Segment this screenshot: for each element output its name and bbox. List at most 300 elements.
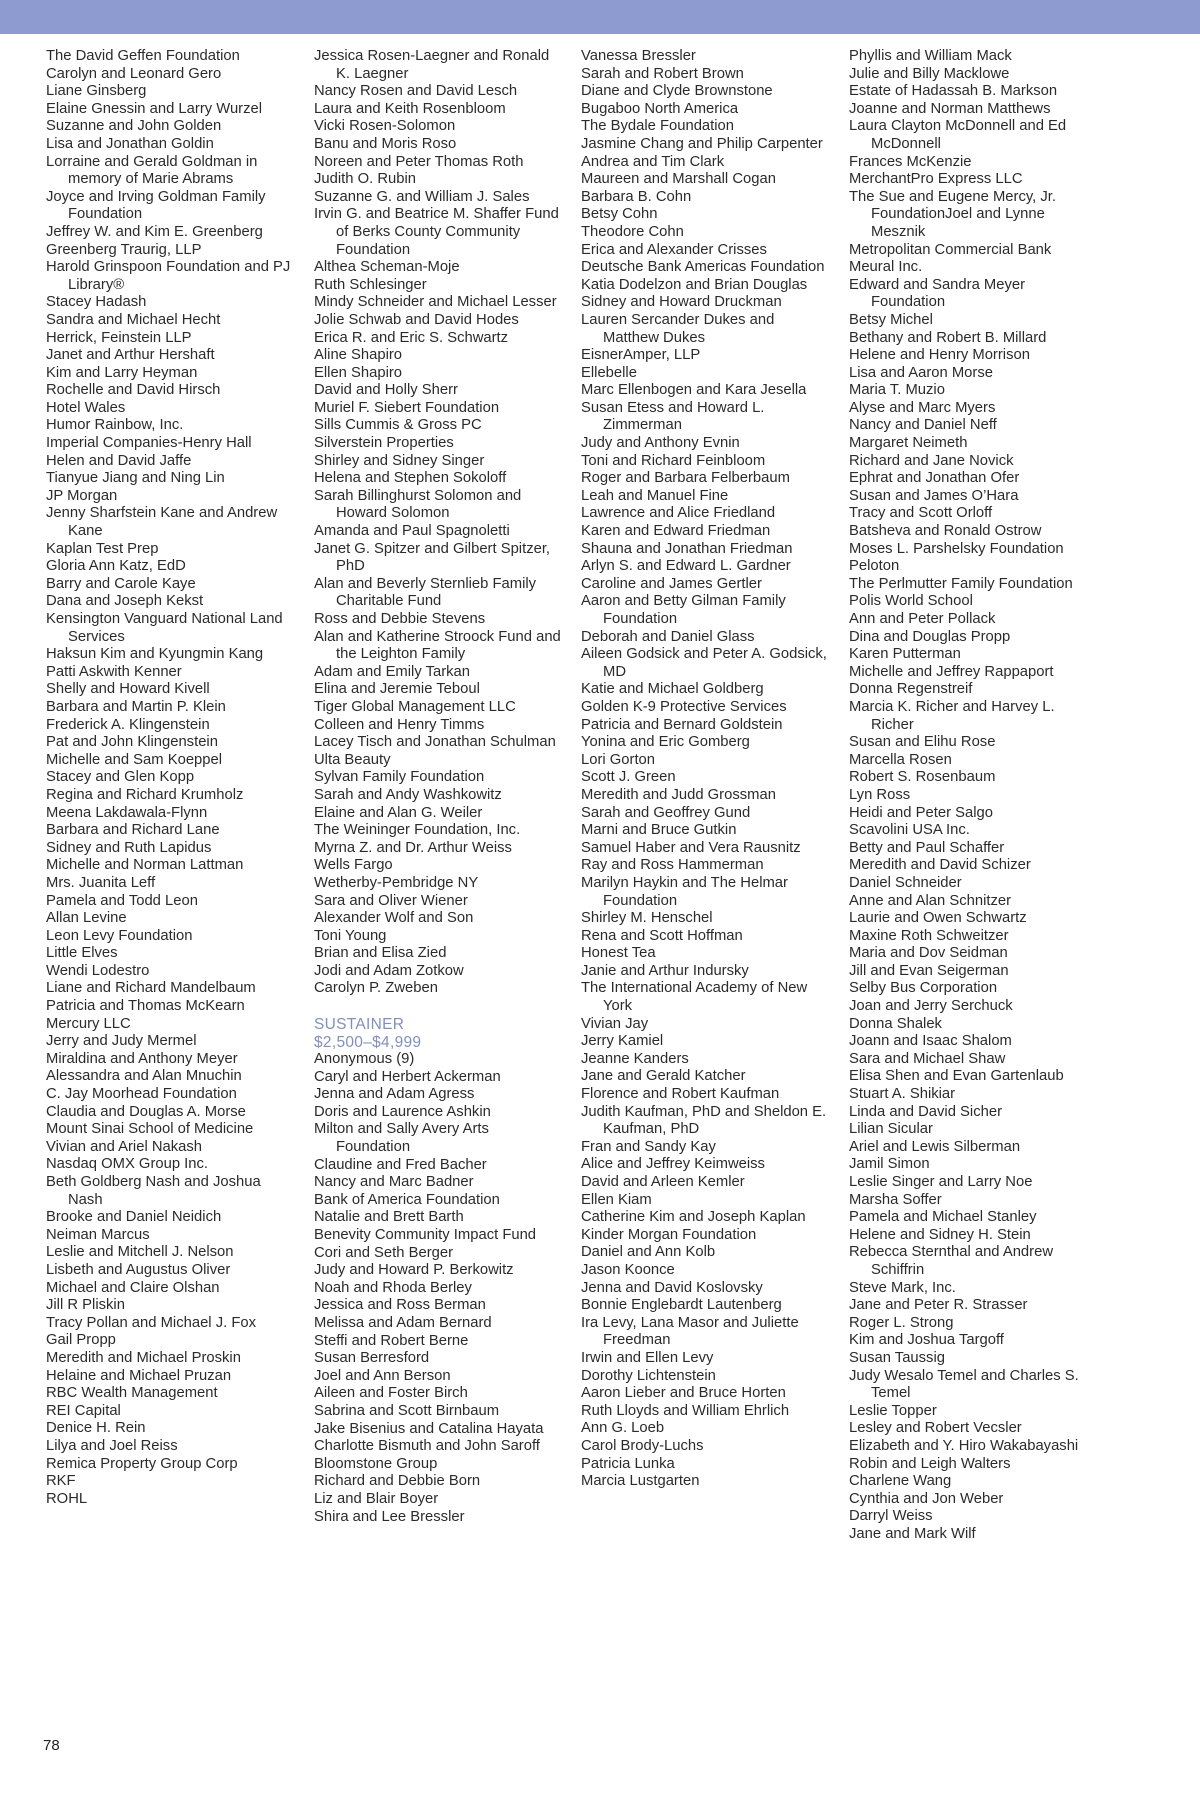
donor-entry: Alyse and Marc Myers — [849, 399, 996, 416]
donor-entry: Roger L. Strong — [849, 1314, 954, 1331]
donor-entry: Kim and Larry Heyman — [46, 364, 198, 381]
donor-entry: Katie and Michael Goldberg — [581, 681, 764, 698]
donor-entry: Lauren Sercander Dukes and Matthew Dukes — [581, 311, 775, 346]
donor-entry: Claudia and Douglas A. Morse — [46, 1103, 246, 1120]
donor-entry: Kim and Joshua Targoff — [849, 1332, 1004, 1349]
donor-entry: Metropolitan Commercial Bank — [849, 241, 1052, 258]
donor-entry: Judith O. Rubin — [314, 171, 416, 188]
donor-entry: Jamil Simon — [849, 1156, 930, 1173]
donor-entry: Mercury LLC — [46, 1015, 131, 1032]
donor-entry: Lilian Sicular — [849, 1121, 933, 1138]
donor-entry: Susan and James O’Hara — [849, 487, 1019, 504]
donor-entry: Maxine Roth Schweitzer — [849, 927, 1009, 944]
donor-entry: Jenna and Adam Agress — [314, 1086, 475, 1103]
donor-entry: Marni and Bruce Gutkin — [581, 822, 737, 839]
donor-entry: Lyn Ross — [849, 786, 911, 803]
donor-entry: Helen and David Jaffe — [46, 452, 192, 469]
donor-entry: Remica Property Group Corp — [46, 1455, 238, 1472]
donor-entry: Daniel Schneider — [849, 874, 962, 891]
donor-entry: The Bydale Foundation — [581, 118, 735, 135]
donor-entry: Donna Shalek — [849, 1015, 942, 1032]
donor-entry: Wendi Lodestro — [46, 962, 150, 979]
donor-entry: Muriel F. Siebert Foundation — [314, 399, 500, 416]
donor-entry: Edward and Sandra Meyer Foundation — [849, 276, 1026, 311]
donor-entry: Ross and Debbie Stevens — [314, 611, 486, 627]
donor-entry: Andrea and Tim Clark — [581, 153, 725, 170]
donor-entry: Carol Brody-Luchs — [581, 1437, 704, 1454]
donor-entry: Linda and David Sicher — [849, 1103, 1002, 1120]
donor-entry: Wetherby-Pembridge NY — [314, 874, 479, 891]
donor-entry: Shelly and Howard Kivell — [46, 681, 210, 698]
donor-entry: Michelle and Norman Lattman — [46, 857, 244, 874]
donor-entry: Barry and Carole Kaye — [46, 575, 196, 592]
donor-entry: Alan and Katherine Stroock Fund and the Leighton Family — [314, 628, 561, 663]
donor-entry: Meredith and Michael Proskin — [46, 1349, 241, 1366]
donor-entry: Robin and Leigh Walters — [849, 1455, 1011, 1472]
donor-entry: Susan Taussig — [849, 1349, 945, 1366]
donor-entry: Wells Fargo — [314, 857, 393, 874]
donor-entry: Samuel Haber and Vera Rausnitz — [581, 839, 801, 856]
donor-entry: Caroline and James Gertler — [581, 575, 762, 592]
donor-entry: Lisbeth and Augustus Oliver — [46, 1261, 231, 1278]
donor-entry: Jill and Evan Seigerman — [849, 962, 1009, 979]
donor-entry: Dorothy Lichtenstein — [581, 1367, 716, 1384]
donor-entry: Sills Cummis & Gross PC — [314, 417, 482, 434]
donor-entry: Silverstein Properties — [314, 435, 454, 452]
donor-entry: Vivian Jay — [581, 1015, 649, 1032]
donor-entry: Leon Levy Foundation — [46, 927, 193, 944]
donor-entry: Jill R Pliskin — [46, 1297, 125, 1314]
donor-entry: JP Morgan — [46, 487, 118, 504]
donor-entry: Imperial Companies-Henry Hall — [46, 435, 252, 452]
donor-entry: Bank of America Foundation — [314, 1191, 500, 1208]
donor-entry: Herrick, Feinstein LLP — [46, 329, 192, 346]
donor-entry: Claudine and Fred Bacher — [314, 1156, 487, 1173]
donor-entry: MerchantPro Express LLC — [849, 171, 1023, 188]
donor-entry: Judith Kaufman, PhD and Sheldon E. Kaufman, PhD — [581, 1103, 827, 1138]
donor-entry: Aaron and Betty Gilman Family Foundation — [581, 593, 786, 627]
donor-entry: ROHL — [46, 1490, 88, 1507]
donor-entry: Jessica Rosen-Laegner and Ronald K. Laegner — [314, 48, 550, 82]
donor-entry: Rena and Scott Hoffman — [581, 927, 743, 944]
donor-entry: Aline Shapiro — [314, 347, 403, 364]
donor-entry: Karen and Edward Friedman — [581, 523, 771, 540]
donor-entry: Sylvan Family Foundation — [314, 769, 485, 786]
donor-entry: Caryl and Herbert Ackerman — [314, 1068, 501, 1085]
donor-entry: Ray and Ross Hammerman — [581, 857, 764, 874]
donor-entry: Carolyn P. Zweben — [314, 980, 438, 997]
donor-entry: Deutsche Bank Americas Foundation — [581, 259, 825, 276]
donor-entry: Robert S. Rosenbaum — [849, 769, 996, 786]
donor-entry: Cynthia and Jon Weber — [849, 1490, 1004, 1507]
donor-entry: Liane and Richard Mandelbaum — [46, 980, 256, 997]
donor-entry: Ulta Beauty — [314, 751, 391, 768]
donor-entry: Regina and Richard Krumholz — [46, 786, 244, 803]
donor-entry: Ruth Schlesinger — [314, 276, 427, 293]
page-number: 78 — [43, 1737, 60, 1754]
donor-entry: Leslie Topper — [849, 1402, 937, 1419]
donor-entry: Bonnie Englebardt Lautenberg — [581, 1297, 782, 1314]
donor-entry: Tiger Global Management LLC — [314, 698, 516, 715]
donor-entry: Ellen Shapiro — [314, 364, 403, 381]
donor-entry: Sarah and Andy Washkowitz — [314, 786, 502, 803]
donor-entry: Ellebelle — [581, 364, 637, 381]
donor-entry: Heidi and Peter Salgo — [849, 804, 993, 821]
donor-entry: Dana and Joseph Kekst — [46, 593, 204, 610]
donor-entry: Gail Propp — [46, 1332, 116, 1349]
donor-entry: Miraldina and Anthony Meyer — [46, 1050, 238, 1067]
donor-entry: Judy Wesalo Temel and Charles S. Temel — [849, 1367, 1079, 1402]
donor-entry: RKF — [46, 1473, 76, 1490]
donor-entry: Batsheva and Ronald Ostrow — [849, 523, 1042, 540]
donor-entry: Ariel and Lewis Silberman — [849, 1138, 1021, 1155]
donor-entry: Jake Bisenius and Catalina Hayata — [314, 1420, 544, 1437]
donor-entry: Vivian and Ariel Nakash — [46, 1138, 203, 1155]
donor-entry: Judy and Anthony Evnin — [581, 435, 740, 452]
donor-entry: Lisa and Jonathan Goldin — [46, 135, 214, 152]
donor-entry: Bloomstone Group — [314, 1455, 438, 1472]
donor-entry: Richard and Debbie Born — [314, 1473, 481, 1490]
donor-entry: Laurie and Owen Schwartz — [849, 910, 1027, 927]
donor-entry: Milton and Sally Avery Arts Foundation — [314, 1121, 489, 1156]
donor-entry: Nasdaq OMX Group Inc. — [46, 1156, 209, 1173]
donor-entry: Estate of Hadassah B. Markson — [849, 83, 1058, 100]
donor-entry: David and Arleen Kemler — [581, 1174, 745, 1190]
donor-entry: Florence and Robert Kaufman — [581, 1086, 780, 1103]
donor-entry: Katia Dodelzon and Brian Douglas — [581, 276, 808, 293]
donor-entry: Scott J. Green — [581, 769, 676, 786]
donor-entry: EisnerAmper, LLP — [581, 347, 701, 364]
donor-entry: Jane and Mark Wilf — [849, 1525, 976, 1542]
donor-entry: Betsy Cohn — [581, 206, 658, 223]
donor-entry: Patricia and Thomas McKearn — [46, 998, 245, 1015]
donor-entry: Marsha Soffer — [849, 1191, 942, 1208]
donor-entry: Nancy and Daniel Neff — [849, 417, 997, 434]
donor-entry: Steve Mark, Inc. — [849, 1279, 956, 1296]
donor-entry: Maria and Dov Seidman — [849, 945, 1008, 962]
donor-entry: Steffi and Robert Berne — [314, 1332, 469, 1349]
donor-entry: Pamela and Todd Leon — [46, 892, 198, 909]
donor-entry: Jasmine Chang and Philip Carpenter — [581, 135, 823, 152]
donor-entry: Greenberg Traurig, LLP — [46, 241, 202, 258]
donor-entry: Harold Grinspoon Foundation and PJ Library® — [46, 259, 291, 293]
donor-entry: Natalie and Brett Barth — [314, 1209, 464, 1226]
section-title: SUSTAINER — [314, 1016, 405, 1034]
donor-entry: Darryl Weiss — [849, 1508, 933, 1525]
donor-entry: Yonina and Eric Gomberg — [581, 734, 750, 751]
donor-entry: Sandra and Michael Hecht — [46, 311, 221, 328]
donor-entry: Helene and Henry Morrison — [849, 347, 1030, 364]
donor-entry: Elaine and Alan G. Weiler — [314, 804, 483, 821]
donor-entry: David and Holly Sherr — [314, 382, 458, 399]
donor-entry: Catherine Kim and Joseph Kaplan — [581, 1209, 806, 1226]
donor-entry: Betty and Paul Schaffer — [849, 839, 1005, 856]
donor-entry: Alexander Wolf and Son — [314, 910, 474, 927]
donor-entry: Joan and Jerry Serchuck — [849, 998, 1013, 1015]
donor-entry: Jeffrey W. and Kim E. Greenberg — [46, 223, 263, 240]
donor-entry: Liz and Blair Boyer — [314, 1490, 439, 1507]
donor-entry: Brian and Elisa Zied — [314, 945, 447, 962]
donor-entry: Jessica and Ross Berman — [314, 1297, 486, 1314]
donor-entry: Susan Berresford — [314, 1350, 430, 1367]
donor-entry: Lisa and Aaron Morse — [849, 364, 993, 381]
donor-entry: Irvin G. and Beatrice M. Shaffer Fund of Berks County Community Foundation — [314, 206, 559, 258]
donor-entry: Lacey Tisch and Jonathan Schulman — [314, 734, 556, 751]
donor-entry: Barbara B. Cohn — [581, 188, 692, 205]
donor-entry: Sara and Michael Shaw — [849, 1050, 1006, 1067]
donor-entry: Shira and Lee Bressler — [314, 1508, 465, 1525]
donor-entry: Rochelle and David Hirsch — [46, 382, 221, 399]
donor-entry: Gloria Ann Katz, EdD — [46, 558, 186, 575]
donor-entry: Aaron Lieber and Bruce Horten — [581, 1385, 786, 1402]
donor-entry: Roger and Barbara Felberbaum — [581, 470, 790, 487]
donor-entry: Bugaboo North America — [581, 100, 739, 117]
donor-entry: Richard and Jane Novick — [849, 452, 1014, 469]
donor-entry: Lori Gorton — [581, 751, 656, 768]
donor-entry: Bethany and Robert B. Millard — [849, 329, 1047, 346]
donor-entry: Patricia Lunka — [581, 1455, 675, 1472]
donor-entry: Leslie Singer and Larry Noe — [849, 1174, 1033, 1190]
donor-entry: Janet and Arthur Hershaft — [46, 347, 215, 364]
donor-entry: Selby Bus Corporation — [849, 980, 998, 997]
donor-entry: Helene and Sidney H. Stein — [849, 1226, 1031, 1243]
donor-entry: Patricia and Bernard Goldstein — [581, 716, 783, 733]
donor-entry: Ira Levy, Lana Masor and Juliette Freedman — [581, 1314, 799, 1349]
donor-entry: Leah and Manuel Fine — [581, 487, 729, 504]
donor-entry: Marc Ellenbogen and Kara Jesella — [581, 382, 807, 399]
donor-entry: Vicki Rosen-Solomon — [314, 118, 456, 135]
donor-entry: Anne and Alan Schnitzer — [849, 892, 1012, 909]
donor-entry: Stacey Hadash — [46, 294, 147, 311]
donor-entry: Moses L. Parshelsky Foundation — [849, 540, 1064, 557]
donor-entry: Suzanne G. and William J. Sales — [314, 188, 530, 205]
donor-entry: Pamela and Michael Stanley — [849, 1209, 1037, 1226]
donor-entry: Marcella Rosen — [849, 751, 952, 768]
section-heading — [314, 1016, 566, 1051]
donor-entry: Jerry Kamiel — [581, 1033, 664, 1050]
donor-entry: Erica and Alexander Crisses — [581, 241, 767, 258]
donor-entry: Rebecca Sternthal and Andrew Schiffrin — [849, 1244, 1053, 1278]
donor-entry: Daniel and Ann Kolb — [581, 1244, 716, 1261]
donor-entry: Allan Levine — [46, 910, 127, 927]
donor-entry: Sarah and Robert Brown — [581, 65, 744, 82]
donor-entry: Susan Etess and Howard L. Zimmerman — [581, 399, 765, 434]
donor-entry: Kinder Morgan Foundation — [581, 1226, 757, 1243]
donor-entry: Meural Inc. — [849, 259, 923, 276]
donor-entry: Marilyn Haykin and The Helmar Foundation — [581, 874, 788, 909]
donor-entry: Jolie Schwab and David Hodes — [314, 311, 519, 328]
donor-entry: Lorraine and Gerald Goldman in memory of Marie Abrams — [46, 153, 258, 188]
donor-entry: Beth Goldberg Nash and Joshua Nash — [46, 1174, 261, 1208]
donor-entry: Arlyn S. and Edward L. Gardner — [581, 558, 791, 575]
donor-entry: Ann and Peter Pollack — [849, 611, 996, 627]
donor-entry: Sabrina and Scott Birnbaum — [314, 1402, 500, 1419]
donor-entry: Colleen and Henry Timms — [314, 716, 485, 733]
donor-entry: Benevity Community Impact Fund — [314, 1227, 537, 1243]
donor-entry: Tianyue Jiang and Ning Lin — [46, 470, 225, 487]
donor-entry: Helena and Stephen Sokoloff — [314, 470, 507, 487]
donor-entry: Pat and John Klingenstein — [46, 734, 218, 751]
donor-entry: Nancy and Marc Badner — [314, 1174, 474, 1191]
donor-entry: Barbara and Richard Lane — [46, 822, 220, 839]
donor-entry: Golden K-9 Protective Services — [581, 698, 787, 715]
donor-entry: Helaine and Michael Pruzan — [46, 1367, 232, 1384]
donor-entry: Shirley and Sidney Singer — [314, 452, 485, 469]
donor-entry: Suzanne and John Golden — [46, 118, 222, 135]
donor-entry: Sidney and Howard Druckman — [581, 294, 782, 311]
donor-entry: RBC Wealth Management — [46, 1385, 218, 1402]
donor-entry: Fran and Sandy Kay — [581, 1138, 716, 1155]
donor-entry: Judy and Howard P. Berkowitz — [314, 1262, 514, 1279]
donor-entry: Michelle and Jeffrey Rappaport — [849, 663, 1054, 680]
donor-entry: Anonymous (9) — [314, 1051, 415, 1068]
donor-entry: Elaine Gnessin and Larry Wurzel — [46, 100, 263, 117]
donor-entry: Joann and Isaac Shalom — [849, 1033, 1012, 1050]
donor-entry: Maureen and Marshall Cogan — [581, 171, 776, 188]
donor-entry: Vanessa Bressler — [581, 48, 696, 64]
donor-entry: Mrs. Juanita Leff — [46, 874, 156, 891]
donor-entry: Ann G. Loeb — [581, 1420, 665, 1437]
donor-entry: Meredith and David Schizer — [849, 857, 1031, 874]
donor-entry: Betsy Michel — [849, 311, 933, 328]
donor-entry: The Sue and Eugene Mercy, Jr. FoundationJoel and Lynne Mesznik — [849, 188, 1056, 240]
donor-entry: Toni Young — [314, 927, 387, 944]
donor-entry: Stuart A. Shikiar — [849, 1086, 956, 1103]
donor-entry: Tracy Pollan and Michael J. Fox — [46, 1314, 256, 1331]
donor-entry: Elizabeth and Y. Hiro Wakabayashi — [849, 1437, 1079, 1454]
donor-entry: Kaplan Test Prep — [46, 540, 159, 557]
donor-entry: Patti Askwith Kenner — [46, 663, 182, 680]
donor-entry: Polis World School — [849, 593, 973, 610]
donor-entry: Charlotte Bismuth and John Saroff — [314, 1438, 540, 1455]
donor-entry: Frederick A. Klingenstein — [46, 716, 210, 733]
donor-entry: C. Jay Moorhead Foundation — [46, 1086, 237, 1103]
donor-entry: Banu and Moris Roso — [314, 135, 457, 152]
donor-entry: Jenna and David Koslovsky — [581, 1279, 763, 1296]
donor-entry: Erica R. and Eric S. Schwartz — [314, 329, 509, 346]
donor-entry: The Weininger Foundation, Inc. — [314, 822, 521, 839]
section-range: $2,500–$4,999 — [314, 1033, 422, 1051]
donor-entry: Myrna Z. and Dr. Arthur Weiss — [314, 839, 512, 856]
donor-entry: Jerry and Judy Mermel — [46, 1033, 197, 1050]
donor-entry: Janet G. Spitzer and Gilbert Spitzer, PhD — [314, 540, 551, 575]
donor-entry: Honest Tea — [581, 945, 656, 962]
donor-entry: Susan and Elihu Rose — [849, 734, 996, 751]
donor-entry: Meena Lakdawala-Flynn — [46, 804, 208, 821]
donor-entry: Tracy and Scott Orloff — [849, 505, 993, 522]
donor-entry: Alan and Beverly Sternlieb Family Charitable Fund — [314, 575, 537, 610]
donor-column-4 — [849, 48, 1101, 1543]
donor-entry: Jenny Sharfstein Kane and Andrew Kane — [46, 505, 278, 540]
donor-entry: Laura and Keith Rosenbloom — [314, 100, 506, 117]
donor-entry: The International Academy of New York — [581, 980, 808, 1015]
donor-entry: Stacey and Glen Kopp — [46, 769, 195, 786]
donor-entry: Alice and Jeffrey Keimweiss — [581, 1156, 765, 1173]
donor-entry: Sara and Oliver Wiener — [314, 892, 468, 909]
donor-entry: Marcia K. Richer and Harvey L. Richer — [849, 698, 1055, 733]
donor-entry: Aileen and Foster Birch — [314, 1385, 468, 1402]
donor-entry: Hotel Wales — [46, 399, 126, 416]
donor-entry: Joanne and Norman Matthews — [849, 100, 1051, 117]
donor-entry: Charlene Wang — [849, 1473, 952, 1490]
donor-entry: Diane and Clyde Brownstone — [581, 83, 773, 100]
donor-entry: Peloton — [849, 558, 900, 575]
donor-entry: Maria T. Muzio — [849, 382, 945, 399]
donor-entry: Irwin and Ellen Levy — [581, 1349, 714, 1366]
donor-entry: Jane and Peter R. Strasser — [849, 1297, 1028, 1314]
donor-entry: Carolyn and Leonard Gero — [46, 65, 222, 82]
donor-entry: Lawrence and Alice Friedland — [581, 505, 776, 522]
donor-entry: Haksun Kim and Kyungmin Kang — [46, 646, 264, 663]
donor-entry: Mount Sinai School of Medicine — [46, 1121, 254, 1138]
donor-entry: Ruth Lloyds and William Ehrlich — [581, 1402, 790, 1419]
donor-column-1 — [46, 48, 298, 1508]
donor-entry: Scavolini USA Inc. — [849, 822, 970, 839]
donor-entry: Janie and Arthur Indursky — [581, 962, 749, 979]
donor-entry: Little Elves — [46, 945, 118, 962]
donor-entry: REI Capital — [46, 1402, 121, 1419]
donor-entry: The David Geffen Foundation — [46, 48, 240, 64]
donor-entry: Jason Koonce — [581, 1261, 675, 1278]
donor-entry: Noreen and Peter Thomas Roth — [314, 153, 524, 170]
donor-entry: Doris and Laurence Ashkin — [314, 1103, 491, 1120]
donor-entry: Theodore Cohn — [581, 223, 684, 240]
donor-entry: Sarah Billinghurst Solomon and Howard Solomon — [314, 487, 522, 522]
donor-entry: Jodi and Adam Zotkow — [314, 962, 464, 979]
donor-entry: Toni and Richard Feinbloom — [581, 452, 766, 469]
donor-entry: Elina and Jeremie Teboul — [314, 681, 480, 698]
donor-entry: Mindy Schneider and Michael Lesser — [314, 294, 557, 311]
donor-entry: Humor Rainbow, Inc. — [46, 417, 184, 434]
donor-entry: Elisa Shen and Evan Gartenlaub — [849, 1068, 1064, 1085]
donor-entry: Aileen Godsick and Peter A. Godsick, MD — [581, 646, 827, 680]
donor-entry: Jane and Gerald Katcher — [581, 1068, 746, 1085]
donor-entry: Karen Putterman — [849, 646, 961, 663]
donor-entry: Laura Clayton McDonnell and Ed McDonnell — [849, 118, 1067, 152]
donor-entry: Cori and Seth Berger — [314, 1244, 454, 1261]
donor-entry: Liane Ginsberg — [46, 83, 147, 100]
donor-entry: Leslie and Mitchell J. Nelson — [46, 1244, 234, 1261]
donor-entry: Margaret Neimeth — [849, 435, 968, 452]
donor-entry: Michelle and Sam Koeppel — [46, 751, 223, 768]
donor-entry: Melissa and Adam Bernard — [314, 1314, 492, 1331]
donor-entry: Donna Regenstreif — [849, 681, 973, 698]
donor-entry: Sarah and Geoffrey Gund — [581, 804, 751, 821]
donor-entry: Phyllis and William Mack — [849, 48, 1012, 64]
donor-entry: Julie and Billy Macklowe — [849, 65, 1010, 82]
donor-entry: Deborah and Daniel Glass — [581, 628, 755, 645]
donor-entry: Shirley M. Henschel — [581, 910, 713, 927]
header-color-band — [0, 0, 1200, 34]
donor-entry: Denice H. Rein — [46, 1420, 146, 1437]
donor-entry: Dina and Douglas Propp — [849, 628, 1011, 645]
donor-entry: Sidney and Ruth Lapidus — [46, 839, 212, 856]
donor-entry: Nancy Rosen and David Lesch — [314, 83, 518, 100]
donor-entry: Frances McKenzie — [849, 153, 972, 170]
donor-entry: The Perlmutter Family Foundation — [849, 575, 1073, 592]
donor-entry: Alessandra and Alan Mnuchin — [46, 1068, 242, 1085]
donor-entry: Lilya and Joel Reiss — [46, 1437, 178, 1454]
donor-entry: Barbara and Martin P. Klein — [46, 698, 226, 715]
donor-entry: Joyce and Irving Goldman Family Foundation — [46, 188, 266, 223]
donor-entry: Noah and Rhoda Berley — [314, 1279, 472, 1296]
donor-entry: Michael and Claire Olshan — [46, 1279, 220, 1296]
donor-entry: Lesley and Robert Vecsler — [849, 1420, 1022, 1437]
donor-entry: Shauna and Jonathan Friedman — [581, 540, 793, 557]
donor-entry: Althea Scheman-Moje — [314, 259, 460, 276]
donor-entry: Marcia Lustgarten — [581, 1473, 700, 1490]
donor-column-2 — [314, 48, 566, 1526]
